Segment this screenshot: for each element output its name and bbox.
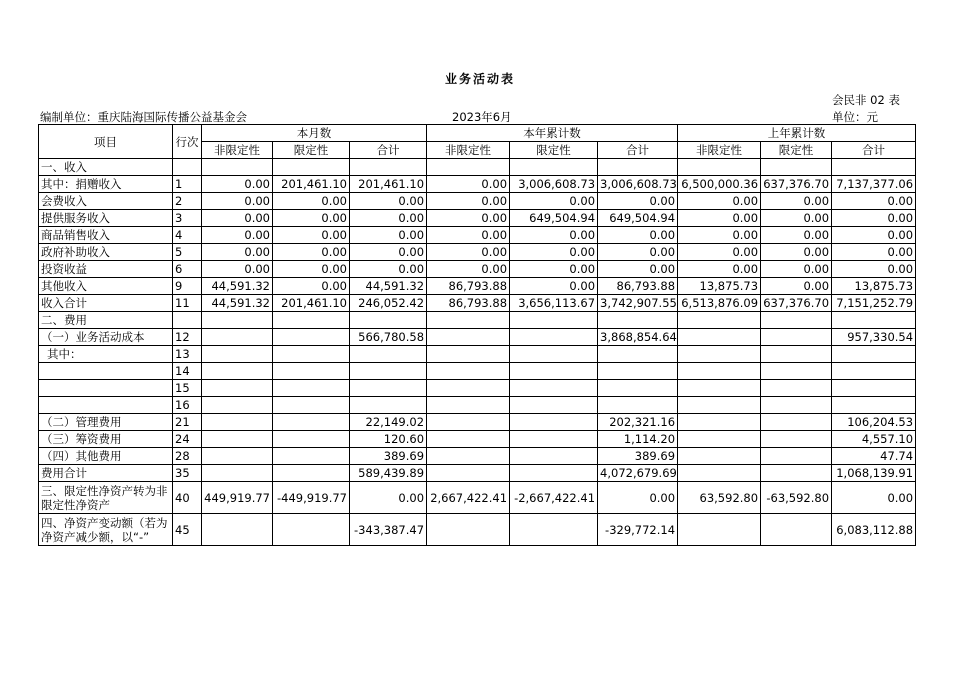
amount-cell: 0.00 <box>273 278 350 295</box>
table-row <box>39 482 916 514</box>
amount-cell <box>350 346 427 363</box>
amount-cell: 0.00 <box>273 261 350 278</box>
amount-cell <box>832 363 916 380</box>
amount-cell <box>202 380 273 397</box>
report-title: 业务活动表 <box>444 72 515 86</box>
amount-cell: 0.00 <box>273 244 350 261</box>
amount-cell <box>510 159 598 176</box>
amount-cell <box>761 159 832 176</box>
amount-cell: 0.00 <box>350 227 427 244</box>
amount-cell: 0.00 <box>832 482 916 514</box>
row-item-label: 其中： <box>39 346 173 363</box>
amount-cell: 0.00 <box>761 210 832 227</box>
row-item-label: （一）业务活动成本 <box>39 329 173 346</box>
amount-cell: 22,149.02 <box>350 414 427 431</box>
row-item-label: （四）其他费用 <box>39 448 173 465</box>
sub-header-restricted: 限定性 <box>761 142 832 159</box>
row-item-label <box>39 363 173 380</box>
amount-cell: 0.00 <box>427 244 510 261</box>
amount-cell <box>427 346 510 363</box>
amount-cell <box>678 346 761 363</box>
table-row <box>39 448 916 465</box>
amount-cell: 7,151,252.79 <box>832 295 916 312</box>
amount-cell: 0.00 <box>350 261 427 278</box>
table-row <box>39 227 916 244</box>
amount-cell: 1,114.20 <box>598 431 678 448</box>
amount-cell <box>761 312 832 329</box>
report-period: 2023年6月 <box>452 110 512 124</box>
amount-cell: 0.00 <box>761 193 832 210</box>
amount-cell: 0.00 <box>350 482 427 514</box>
amount-cell: 0.00 <box>598 227 678 244</box>
amount-cell <box>832 346 916 363</box>
amount-cell <box>598 397 678 414</box>
amount-cell: 0.00 <box>427 176 510 193</box>
amount-cell: 649,504.94 <box>510 210 598 227</box>
amount-cell <box>510 329 598 346</box>
compiling-unit: 编制单位：重庆陆海国际传播公益基金会 <box>40 110 247 124</box>
amount-cell <box>678 448 761 465</box>
row-line-number <box>173 312 202 329</box>
amount-cell <box>598 159 678 176</box>
table-row <box>39 465 916 482</box>
amount-cell: 246,052.42 <box>350 295 427 312</box>
amount-cell: 0.00 <box>761 227 832 244</box>
amount-cell <box>678 380 761 397</box>
amount-cell: 13,875.73 <box>678 278 761 295</box>
amount-cell <box>273 414 350 431</box>
amount-cell <box>510 414 598 431</box>
amount-cell <box>510 448 598 465</box>
amount-cell: 566,780.58 <box>350 329 427 346</box>
amount-cell <box>510 465 598 482</box>
amount-cell: 0.00 <box>273 210 350 227</box>
amount-cell <box>761 465 832 482</box>
col-item-header: 项目 <box>39 125 173 159</box>
amount-cell <box>761 380 832 397</box>
amount-cell: 120.60 <box>350 431 427 448</box>
table-row <box>39 261 916 278</box>
row-line-number: 4 <box>173 227 202 244</box>
row-item-label: 其中：捐赠收入 <box>39 176 173 193</box>
amount-cell <box>678 414 761 431</box>
amount-cell: 389.69 <box>598 448 678 465</box>
amount-cell: 0.00 <box>678 193 761 210</box>
amount-cell <box>832 380 916 397</box>
row-item-label: 四、净资产变动额（若为净资产减少额，以“-” <box>39 514 173 546</box>
table-row <box>39 312 916 329</box>
row-line-number: 14 <box>173 363 202 380</box>
amount-cell: 0.00 <box>202 244 273 261</box>
amount-cell <box>273 397 350 414</box>
amount-cell <box>761 397 832 414</box>
amount-cell <box>427 397 510 414</box>
amount-cell: 3,868,854.64 <box>598 329 678 346</box>
amount-cell: 3,742,907.55 <box>598 295 678 312</box>
row-line-number: 15 <box>173 380 202 397</box>
amount-cell: 86,793.88 <box>598 278 678 295</box>
table-row <box>39 329 916 346</box>
amount-cell <box>202 363 273 380</box>
amount-cell: 0.00 <box>350 193 427 210</box>
activity-statement-table <box>38 124 916 546</box>
amount-cell <box>202 465 273 482</box>
amount-cell: 0.00 <box>598 244 678 261</box>
amount-cell: 0.00 <box>832 193 916 210</box>
amount-cell <box>598 363 678 380</box>
amount-cell <box>510 431 598 448</box>
row-item-label: 政府补助收入 <box>39 244 173 261</box>
row-line-number: 21 <box>173 414 202 431</box>
amount-cell: 0.00 <box>678 261 761 278</box>
amount-cell <box>761 431 832 448</box>
amount-cell: 47.74 <box>832 448 916 465</box>
amount-cell: -329,772.14 <box>598 514 678 546</box>
table-row <box>39 159 916 176</box>
sub-header-restricted: 限定性 <box>273 142 350 159</box>
currency-unit: 单位：元 <box>832 110 878 124</box>
table-row <box>39 397 916 414</box>
amount-cell <box>832 397 916 414</box>
amount-cell <box>202 514 273 546</box>
amount-cell: 589,439.89 <box>350 465 427 482</box>
amount-cell: 2,667,422.41 <box>427 482 510 514</box>
amount-cell <box>598 346 678 363</box>
amount-cell: 0.00 <box>202 261 273 278</box>
amount-cell: 63,592.80 <box>678 482 761 514</box>
amount-cell <box>273 159 350 176</box>
row-line-number: 40 <box>173 482 202 514</box>
row-item-label <box>39 397 173 414</box>
amount-cell: 86,793.88 <box>427 278 510 295</box>
amount-cell: 957,330.54 <box>832 329 916 346</box>
amount-cell <box>678 159 761 176</box>
amount-cell <box>350 363 427 380</box>
amount-cell: 0.00 <box>510 261 598 278</box>
row-item-label: 其他收入 <box>39 278 173 295</box>
amount-cell <box>427 159 510 176</box>
amount-cell <box>761 363 832 380</box>
amount-cell: -343,387.47 <box>350 514 427 546</box>
amount-cell <box>202 312 273 329</box>
sub-header-unrestricted: 非限定性 <box>427 142 510 159</box>
table-row <box>39 414 916 431</box>
row-item-label: 一、收入 <box>39 159 173 176</box>
amount-cell: 0.00 <box>678 244 761 261</box>
amount-cell <box>350 159 427 176</box>
col-line-header: 行次 <box>173 125 202 159</box>
row-line-number: 45 <box>173 514 202 546</box>
amount-cell: 389.69 <box>350 448 427 465</box>
group-header-current-month: 本月数 <box>202 125 427 142</box>
amount-cell <box>273 380 350 397</box>
amount-cell: 0.00 <box>598 482 678 514</box>
table-row <box>39 380 916 397</box>
row-line-number: 6 <box>173 261 202 278</box>
amount-cell: 6,500,000.36 <box>678 176 761 193</box>
row-item-label: 二、费用 <box>39 312 173 329</box>
group-header-prior-year: 上年累计数 <box>678 125 916 142</box>
amount-cell <box>427 414 510 431</box>
amount-cell <box>832 312 916 329</box>
amount-cell <box>202 431 273 448</box>
amount-cell <box>761 329 832 346</box>
amount-cell: 637,376.70 <box>761 176 832 193</box>
amount-cell <box>427 380 510 397</box>
row-item-label: （三）筹资费用 <box>39 431 173 448</box>
amount-cell <box>427 312 510 329</box>
amount-cell <box>427 329 510 346</box>
table-row <box>39 363 916 380</box>
amount-cell <box>427 448 510 465</box>
amount-cell <box>273 448 350 465</box>
amount-cell: 1,068,139.91 <box>832 465 916 482</box>
amount-cell <box>273 329 350 346</box>
amount-cell: 0.00 <box>202 210 273 227</box>
row-line-number: 5 <box>173 244 202 261</box>
amount-cell: 4,557.10 <box>832 431 916 448</box>
amount-cell <box>678 363 761 380</box>
row-item-label <box>39 380 173 397</box>
table-body <box>39 159 916 546</box>
amount-cell: 44,591.32 <box>202 278 273 295</box>
amount-cell <box>202 159 273 176</box>
table-row <box>39 431 916 448</box>
amount-cell <box>510 380 598 397</box>
amount-cell: 0.00 <box>202 227 273 244</box>
group-header-ytd: 本年累计数 <box>427 125 678 142</box>
amount-cell: -2,667,422.41 <box>510 482 598 514</box>
row-line-number: 12 <box>173 329 202 346</box>
amount-cell <box>350 312 427 329</box>
amount-cell <box>678 431 761 448</box>
amount-cell: 0.00 <box>761 261 832 278</box>
amount-cell <box>350 397 427 414</box>
row-line-number: 24 <box>173 431 202 448</box>
amount-cell: 3,006,608.73 <box>510 176 598 193</box>
amount-cell: 3,656,113.67 <box>510 295 598 312</box>
amount-cell: 44,591.32 <box>202 295 273 312</box>
amount-cell <box>273 346 350 363</box>
amount-cell: 6,083,112.88 <box>832 514 916 546</box>
amount-cell: 0.00 <box>761 278 832 295</box>
amount-cell <box>678 329 761 346</box>
amount-cell: 4,072,679.69 <box>598 465 678 482</box>
amount-cell <box>510 312 598 329</box>
amount-cell <box>678 312 761 329</box>
amount-cell <box>510 397 598 414</box>
amount-cell <box>761 448 832 465</box>
amount-cell: 0.00 <box>427 227 510 244</box>
amount-cell: 0.00 <box>678 227 761 244</box>
amount-cell: 0.00 <box>273 227 350 244</box>
table-row <box>39 210 916 227</box>
amount-cell: 13,875.73 <box>832 278 916 295</box>
sub-header-restricted: 限定性 <box>510 142 598 159</box>
row-line-number: 3 <box>173 210 202 227</box>
table-row <box>39 514 916 546</box>
amount-cell: 0.00 <box>510 193 598 210</box>
amount-cell: 44,591.32 <box>350 278 427 295</box>
sub-header-total: 合计 <box>598 142 678 159</box>
amount-cell: 0.00 <box>202 193 273 210</box>
table-row <box>39 244 916 261</box>
sub-header-total: 合计 <box>832 142 916 159</box>
row-item-label: 提供服务收入 <box>39 210 173 227</box>
amount-cell: 0.00 <box>427 193 510 210</box>
amount-cell: 7,137,377.06 <box>832 176 916 193</box>
row-line-number: 9 <box>173 278 202 295</box>
amount-cell <box>273 431 350 448</box>
amount-cell: 0.00 <box>427 261 510 278</box>
amount-cell <box>350 380 427 397</box>
amount-cell: 3,006,608.73 <box>598 176 678 193</box>
amount-cell: 0.00 <box>427 210 510 227</box>
amount-cell: 0.00 <box>678 210 761 227</box>
row-item-label: 三、限定性净资产转为非限定性净资产 <box>39 482 173 514</box>
amount-cell: 0.00 <box>273 193 350 210</box>
amount-cell <box>678 514 761 546</box>
amount-cell: 0.00 <box>350 244 427 261</box>
amount-cell <box>273 363 350 380</box>
amount-cell <box>273 312 350 329</box>
amount-cell <box>678 465 761 482</box>
amount-cell <box>510 514 598 546</box>
sub-header-unrestricted: 非限定性 <box>202 142 273 159</box>
amount-cell <box>273 514 350 546</box>
row-item-label: 投资收益 <box>39 261 173 278</box>
row-line-number: 28 <box>173 448 202 465</box>
amount-cell: 649,504.94 <box>598 210 678 227</box>
amount-cell: 0.00 <box>510 227 598 244</box>
amount-cell: 201,461.10 <box>273 295 350 312</box>
table-row <box>39 295 916 312</box>
header-row-groups <box>39 125 916 142</box>
amount-cell <box>202 414 273 431</box>
amount-cell: 637,376.70 <box>761 295 832 312</box>
amount-cell: 86,793.88 <box>427 295 510 312</box>
row-line-number: 11 <box>173 295 202 312</box>
row-line-number: 16 <box>173 397 202 414</box>
amount-cell: -449,919.77 <box>273 482 350 514</box>
amount-cell: 201,461.10 <box>273 176 350 193</box>
amount-cell: 202,321.16 <box>598 414 678 431</box>
amount-cell <box>761 346 832 363</box>
sub-header-total: 合计 <box>350 142 427 159</box>
amount-cell <box>510 346 598 363</box>
amount-cell: 0.00 <box>510 278 598 295</box>
amount-cell <box>761 514 832 546</box>
table-row <box>39 278 916 295</box>
amount-cell <box>761 414 832 431</box>
table-row <box>39 176 916 193</box>
amount-cell: 0.00 <box>832 261 916 278</box>
sub-header-unrestricted: 非限定性 <box>678 142 761 159</box>
row-line-number: 13 <box>173 346 202 363</box>
amount-cell <box>202 448 273 465</box>
amount-cell: 449,919.77 <box>202 482 273 514</box>
amount-cell: 0.00 <box>350 210 427 227</box>
amount-cell: 0.00 <box>510 244 598 261</box>
amount-cell: 0.00 <box>832 244 916 261</box>
row-line-number: 2 <box>173 193 202 210</box>
row-line-number: 1 <box>173 176 202 193</box>
row-line-number <box>173 159 202 176</box>
amount-cell <box>273 465 350 482</box>
table-row <box>39 193 916 210</box>
row-item-label: （二）管理费用 <box>39 414 173 431</box>
amount-cell <box>832 159 916 176</box>
amount-cell: 201,461.10 <box>350 176 427 193</box>
amount-cell: 0.00 <box>202 176 273 193</box>
amount-cell <box>202 329 273 346</box>
amount-cell <box>598 380 678 397</box>
amount-cell: 0.00 <box>598 261 678 278</box>
amount-cell <box>427 431 510 448</box>
amount-cell <box>598 312 678 329</box>
row-line-number: 35 <box>173 465 202 482</box>
amount-cell: 0.00 <box>832 210 916 227</box>
amount-cell: 6,513,876.09 <box>678 295 761 312</box>
amount-cell: -63,592.80 <box>761 482 832 514</box>
amount-cell <box>202 346 273 363</box>
amount-cell <box>427 465 510 482</box>
amount-cell: 0.00 <box>761 244 832 261</box>
amount-cell <box>202 397 273 414</box>
amount-cell <box>510 363 598 380</box>
amount-cell: 0.00 <box>598 193 678 210</box>
amount-cell: 106,204.53 <box>832 414 916 431</box>
row-item-label: 收入合计 <box>39 295 173 312</box>
row-item-label: 费用合计 <box>39 465 173 482</box>
amount-cell <box>427 363 510 380</box>
row-item-label: 会费收入 <box>39 193 173 210</box>
form-code: 会民非 02 表 <box>832 93 900 107</box>
amount-cell <box>427 514 510 546</box>
amount-cell: 0.00 <box>832 227 916 244</box>
row-item-label: 商品销售收入 <box>39 227 173 244</box>
amount-cell <box>678 397 761 414</box>
table-row <box>39 346 916 363</box>
